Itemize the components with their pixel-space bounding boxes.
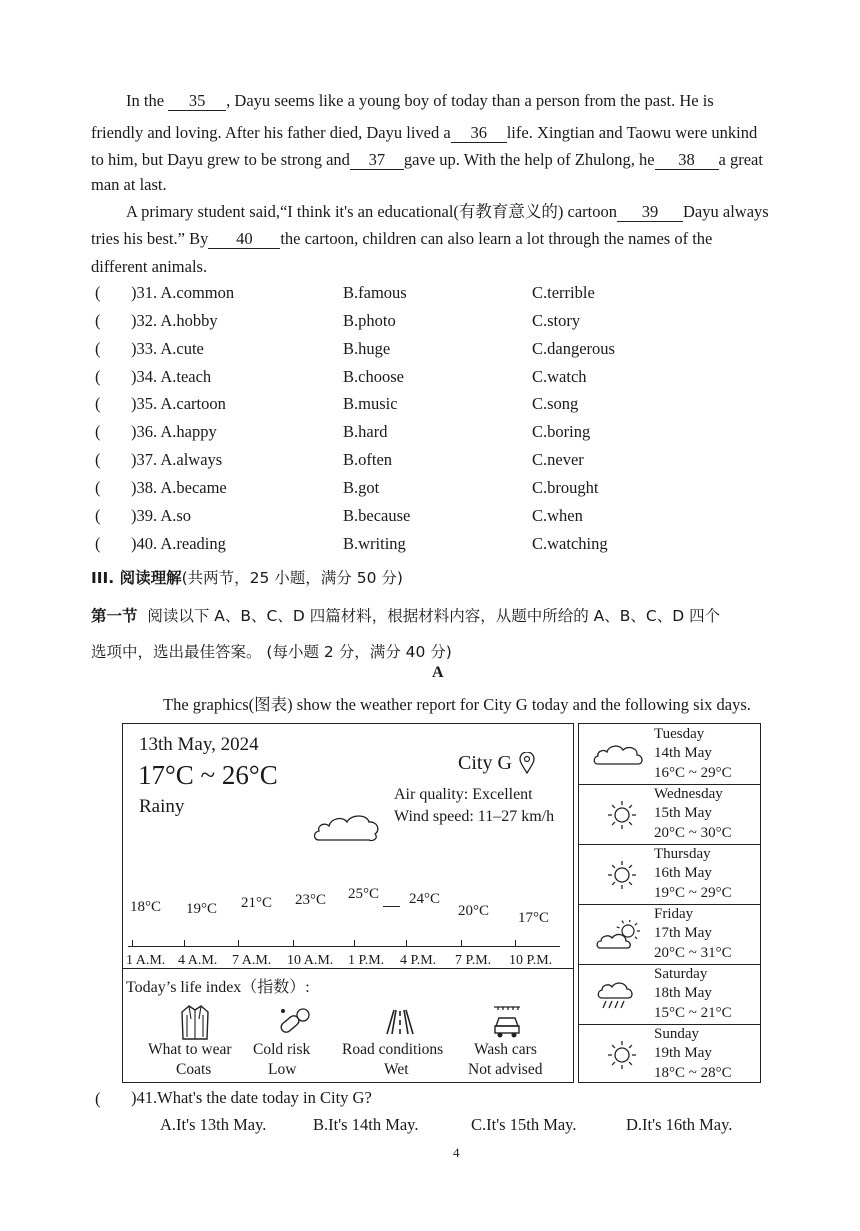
passage-line-7: different animals. [91, 257, 208, 276]
blank-38[interactable]: 38 [655, 151, 719, 170]
forecast-date: 17th May [654, 925, 712, 941]
q-option-c[interactable]: C.when [532, 505, 583, 525]
life-index-value: Not advised [468, 1061, 543, 1078]
life-index-value: Low [268, 1061, 297, 1078]
forecast-day: Wednesday [654, 786, 723, 802]
city-name: City G [458, 752, 512, 774]
hourly-time: 7 A.M. [232, 953, 272, 968]
q-option-b[interactable]: B.often [343, 450, 393, 470]
q-paren: ( [95, 394, 101, 414]
today-date: 13th May, 2024 [139, 734, 259, 755]
q-option-a[interactable]: )32. A.hobby [131, 310, 218, 330]
life-index-label: Wash cars [474, 1041, 537, 1058]
q-option-b[interactable]: B.got [343, 477, 380, 497]
hourly-temp: 19°C [186, 901, 218, 917]
q-paren: ( [95, 366, 101, 386]
q-option-a[interactable]: )36. A.happy [131, 422, 217, 442]
life-index-value: Coats [176, 1061, 212, 1078]
location-pin-icon [518, 752, 536, 774]
rain-icon [596, 980, 650, 1012]
wind-speed: Wind speed: 11–27 km/h [394, 808, 555, 825]
forecast-date: 18th May [654, 985, 712, 1001]
q-option-c[interactable]: C.boring [532, 422, 591, 442]
life-index-label: Road conditions [342, 1041, 444, 1058]
q-option-c[interactable]: C.terrible [532, 283, 595, 302]
q-option-a[interactable]: )37. A.always [131, 450, 223, 470]
q41-option-b[interactable]: B.It's 14th May. [313, 1115, 419, 1134]
q-paren: ( [95, 505, 101, 525]
passage-line-4: man at last. [91, 175, 167, 194]
part-1-instructions-2: 选项中，选出最佳答案。 (每小题 2 分，满分 40 分) [91, 643, 452, 661]
q41-paren: ( [95, 1089, 101, 1108]
q-option-b[interactable]: B.choose [343, 366, 404, 386]
passage-line-2: friendly and loving. After his father died, Dayu lived a 36 life. Xingtian and Taowu were unkind [91, 123, 758, 142]
forecast-temp: 20°C ~ 31°C [654, 945, 732, 961]
hourly-axis-line [128, 946, 560, 947]
life-index-label: What to wear [148, 1041, 232, 1058]
forecast-date: 19th May [654, 1045, 712, 1061]
pill-icon [276, 1005, 312, 1039]
forecast-day: Saturday [654, 966, 708, 982]
q-option-c[interactable]: C.story [532, 310, 581, 330]
q-option-b[interactable]: B.photo [343, 310, 396, 330]
car-wash-icon [490, 1004, 524, 1040]
q-paren: ( [95, 477, 101, 497]
q-option-b[interactable]: B.huge [343, 338, 391, 358]
today-temp: 17°C ~ 26°C [138, 760, 278, 790]
q-paren: ( [95, 533, 101, 553]
q-option-c[interactable]: C.song [532, 394, 579, 414]
hourly-temp: 25°C [348, 886, 380, 902]
passage-a-intro: The graphics(图表) show the weather report for City G today and the following six days. [163, 695, 751, 714]
hourly-temp: 21°C [241, 895, 273, 911]
hourly-temp: 20°C [458, 903, 490, 919]
forecast-temp: 16°C ~ 29°C [654, 765, 732, 781]
q41-option-d[interactable]: D.It's 16th May. [626, 1115, 733, 1134]
q-option-a[interactable]: )33. A.cute [131, 338, 204, 358]
page-number: 4 [453, 1145, 460, 1160]
hourly-time: 1 P.M. [348, 953, 385, 968]
blank-39[interactable]: 39 [617, 203, 683, 222]
forecast-temp: 18°C ~ 28°C [654, 1065, 732, 1081]
partly-cloudy-icon [596, 920, 650, 952]
q-option-b[interactable]: B.because [343, 505, 411, 525]
hourly-time: 10 A.M. [287, 953, 334, 968]
sun-icon [596, 1040, 650, 1072]
life-index-label: Cold risk [253, 1041, 311, 1058]
cloud-icon [592, 740, 646, 772]
hourly-time: 7 P.M. [455, 953, 492, 968]
q-option-a[interactable]: )34. A.teach [131, 366, 212, 386]
passage-line-3: to him, but Dayu grew to be strong and 37 gave up. With the help of Zhulong, he 38 a great [91, 150, 763, 169]
temp-connector [383, 906, 400, 907]
forecast-day: Tuesday [654, 726, 705, 742]
q-option-a[interactable]: )40. A.reading [131, 533, 226, 553]
q-option-c[interactable]: C.brought [532, 477, 599, 497]
q-option-b[interactable]: B.music [343, 394, 398, 414]
air-quality: Air quality: Excellent [394, 786, 533, 803]
sun-icon [596, 860, 650, 892]
q-paren: ( [95, 310, 101, 330]
q-paren: ( [95, 283, 101, 302]
sun-icon [596, 800, 650, 832]
section-3-heading: III. 阅读理解(共两节，25 小题，满分 50 分) [91, 569, 403, 587]
q-option-a[interactable]: )38. A.became [131, 477, 227, 497]
q-option-b[interactable]: B.hard [343, 422, 388, 442]
q-option-a[interactable]: )39. A.so [131, 505, 192, 525]
q-option-c[interactable]: C.dangerous [532, 338, 615, 358]
q41-option-a[interactable]: A.It's 13th May. [160, 1115, 267, 1134]
blank-40[interactable]: 40 [208, 230, 280, 249]
hourly-time: 10 P.M. [509, 953, 553, 968]
passage-line-6: tries his best.” By 40 the cartoon, children can also learn a lot through the names of the [91, 229, 713, 248]
road-icon [384, 1008, 416, 1036]
forecast-day: Friday [654, 906, 694, 922]
forecast-date: 16th May [654, 865, 712, 881]
hourly-temp: 17°C [518, 910, 550, 926]
forecast-temp: 20°C ~ 30°C [654, 825, 732, 841]
part-1-instructions: 第一节 阅读以下 A、B、C、D 四篇材料，根据材料内容，从题中所给的 A、B、C、D 四个 [91, 607, 721, 625]
life-index-value: Wet [384, 1061, 409, 1078]
forecast-temp: 15°C ~ 21°C [654, 1005, 732, 1021]
q-option-a[interactable]: )35. A.cartoon [131, 394, 226, 414]
q41-option-c[interactable]: C.It's 15th May. [471, 1115, 577, 1134]
hourly-temp: 18°C [130, 899, 162, 915]
life-index-title: Today’s life index（指数）: [126, 979, 310, 996]
forecast-day: Sunday [654, 1026, 699, 1042]
blank-36[interactable]: 36 [451, 124, 507, 143]
q-paren: ( [95, 450, 101, 470]
q-option-b[interactable]: B.writing [343, 533, 406, 553]
hourly-temp: 24°C [409, 891, 441, 907]
coat-icon [179, 1003, 211, 1041]
q-paren: ( [95, 422, 101, 442]
q41-stem: )41.What's the date today in City G? [131, 1088, 372, 1107]
cloud-icon [311, 808, 383, 844]
today-condition: Rainy [139, 796, 185, 817]
passage-line-1: In the 35 , Dayu seems like a young boy of today than a person from the past. He is [126, 91, 714, 110]
passage-line-5: A primary student said,“I think it's an educational(有教育意义的) cartoon 39 Dayu always [126, 202, 769, 221]
forecast-day: Thursday [654, 846, 711, 862]
hourly-time: 4 A.M. [178, 953, 218, 968]
forecast-temp: 19°C ~ 29°C [654, 885, 732, 901]
hourly-temp: 23°C [295, 892, 327, 908]
forecast-date: 15th May [654, 805, 712, 821]
blank-37[interactable]: 37 [350, 151, 404, 170]
q-option-b[interactable]: B.famous [343, 283, 407, 302]
q-paren: ( [95, 338, 101, 358]
hourly-time: 1 A.M. [126, 953, 166, 968]
blank-35[interactable]: 35 [168, 92, 226, 111]
hourly-time: 4 P.M. [400, 953, 437, 968]
q-option-a[interactable]: )31. A.common [131, 283, 235, 302]
q-option-c[interactable]: C.watching [532, 533, 608, 553]
q-option-c[interactable]: C.watch [532, 366, 587, 386]
passage-a-letter: A [432, 664, 444, 681]
forecast-date: 14th May [654, 745, 712, 761]
q-option-c[interactable]: C.never [532, 450, 584, 470]
